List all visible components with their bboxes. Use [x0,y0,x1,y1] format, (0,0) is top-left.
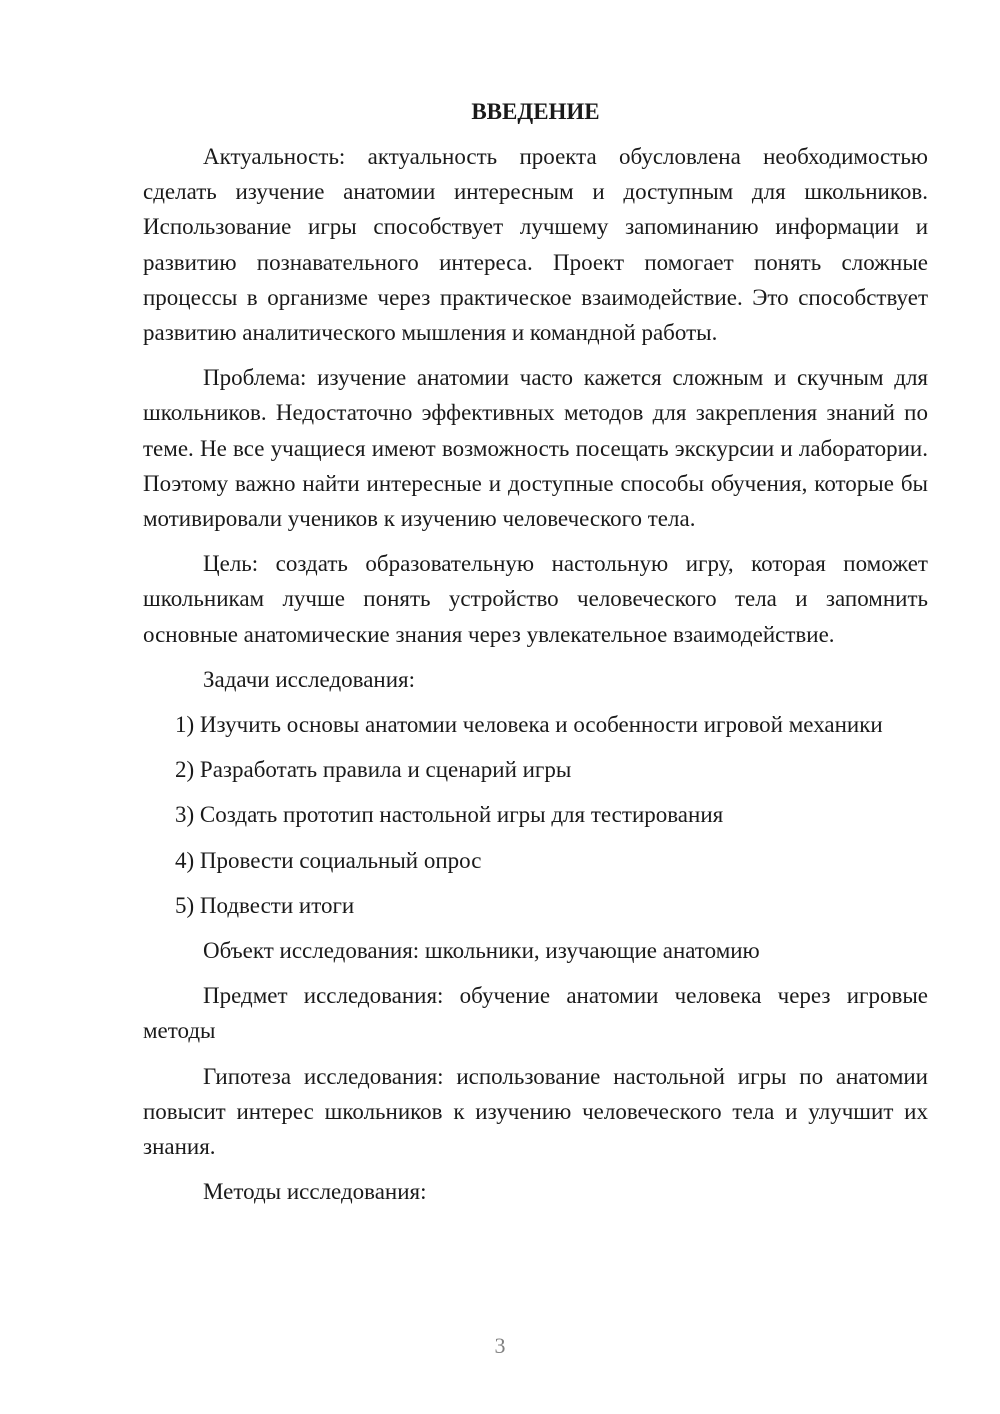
paragraph-goal: Цель: создать образовательную настольную игру, которая поможет школьникам лучше понять устройство человеческого тела и запомнить основные анатомические знания через увлекательное взаимодействие. [143,551,928,647]
paragraph-subject: Предмет исследования: обучение анатомии человека через игровые методы [143,983,928,1044]
task-item-1: 1) Изучить основы анатомии человека и особенности игровой механики [175,712,883,738]
document-page [143,94,928,1219]
paragraph-hypothesis: Гипотеза исследования: использование настольной игры по анатомии повысит интерес школьников к изучению человеческого тела и улучшит их знания. [143,1063,928,1160]
tasks-heading: Задачи исследования: [203,666,416,692]
methods-heading: Методы исследования: [203,1179,427,1205]
page-title: ВВЕДЕНИЕ [471,99,600,124]
task-item-4: 4) Провести социальный опрос [175,847,482,873]
paragraph-problem: Проблема: изучение анатомии часто кажется сложным и скучным для школьников. Недостаточно эффективных методов для закрепления знаний по теме. Не все учащиеся имеют возможность посещать экскурсии и лаборатории. Поэтому важно найти интересные и доступные способы обучения, которые бы мотивировали учеников к изучению человеческого тела. [143,365,928,532]
paragraph-relevance: Актуальность: актуальность проекта обусловлена необходимостью сделать изучение анатомии интересным и доступным для школьников. Использование игры способствует лучшему запоминанию информации и развитию познавательного интереса. Проект помогает понять сложные процессы в организме через практическое взаимодействие. Это способствует развитию аналитического мышления и командной работы. [143,144,928,346]
page-number: 3 [494,1333,506,1358]
task-item-2: 2) Разработать правила и сценарий игры [175,757,572,783]
paragraph-object: Объект исследования: школьники, изучающие анатомию [203,938,760,964]
task-item-3: 3) Создать прототип настольной игры для тестирования [175,802,724,828]
task-item-5: 5) Подвести итоги [175,892,355,918]
